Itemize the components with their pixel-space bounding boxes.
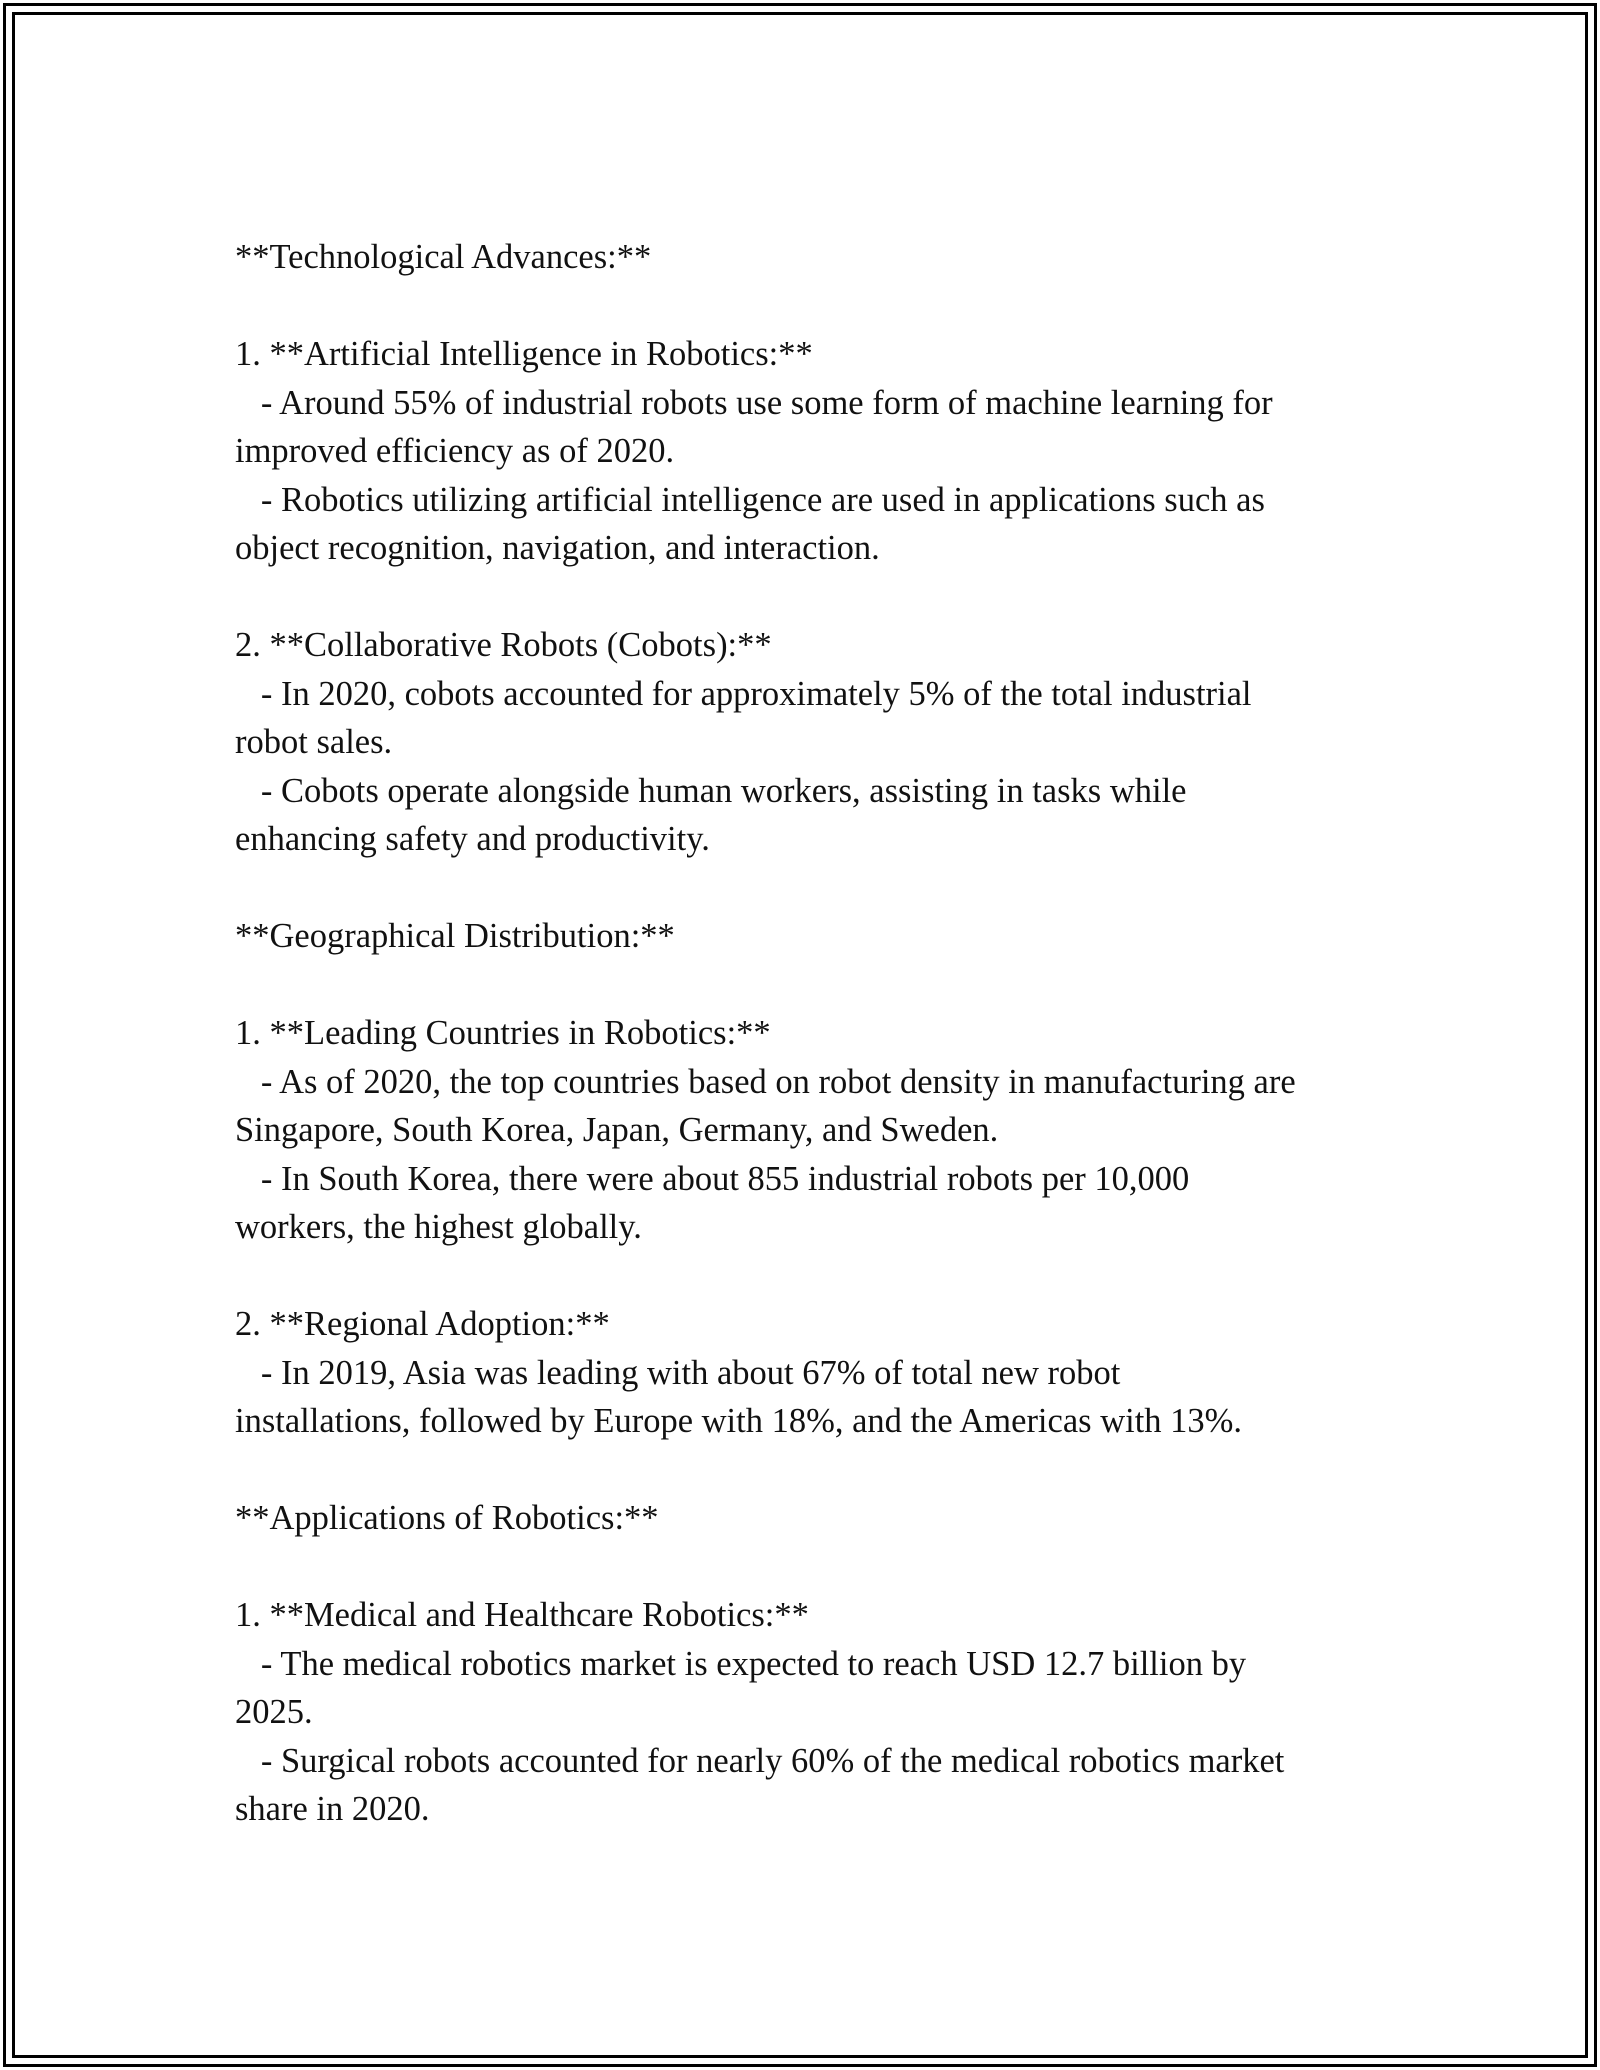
text-line: enhancing safety and productivity. (235, 820, 710, 858)
item-title-regional-adoption: 2. **Regional Adoption:** (235, 1305, 610, 1343)
blank-line (235, 1252, 1415, 1301)
item-title-leading-countries: 1. **Leading Countries in Robotics:** (235, 1014, 771, 1052)
blank-line (235, 573, 1415, 622)
text-line: 2025. (235, 1693, 313, 1731)
section-heading-geographical-distribution: **Geographical Distribution:** (235, 917, 675, 955)
blank-line (235, 1543, 1415, 1592)
blank-line (235, 864, 1415, 913)
text-line: installations, followed by Europe with 18%, and the Americas with 13%. (235, 1402, 1243, 1440)
blank-line (235, 1446, 1415, 1495)
text-line: object recognition, navigation, and interaction. (235, 529, 880, 567)
item-title-cobots: 2. **Collaborative Robots (Cobots):** (235, 626, 772, 664)
text-line: - As of 2020, the top countries based on robot density in manufacturing are (235, 1062, 1296, 1101)
text-line: workers, the highest globally. (235, 1208, 642, 1246)
blank-line (235, 282, 1415, 331)
text-line: - Surgical robots accounted for nearly 60% of the medical robotics market (235, 1741, 1285, 1780)
text-line: - In 2019, Asia was leading with about 67% of total new robot (235, 1353, 1121, 1392)
text-line: - The medical robotics market is expected to reach USD 12.7 billion by (235, 1644, 1247, 1683)
item-title-ai-in-robotics: 1. **Artificial Intelligence in Robotics:** (235, 335, 813, 373)
text-line: Singapore, South Korea, Japan, Germany, and Sweden. (235, 1111, 999, 1149)
blank-line (235, 961, 1415, 1010)
section-heading-applications: **Applications of Robotics:** (235, 1499, 659, 1537)
document-body (235, 233, 1415, 1834)
section-heading-technological-advances: **Technological Advances:** (235, 238, 652, 276)
text-line: improved efficiency as of 2020. (235, 432, 675, 470)
text-line: - Robotics utilizing artificial intelligence are used in applications such as (235, 480, 1265, 519)
text-line: robot sales. (235, 723, 393, 761)
text-line: - In 2020, cobots accounted for approximately 5% of the total industrial (235, 674, 1252, 713)
text-line: - Around 55% of industrial robots use some form of machine learning for (235, 383, 1273, 422)
text-line: - Cobots operate alongside human workers, assisting in tasks while (235, 771, 1187, 810)
text-line: share in 2020. (235, 1790, 430, 1828)
item-title-medical-robotics: 1. **Medical and Healthcare Robotics:** (235, 1596, 809, 1634)
text-line: - In South Korea, there were about 855 industrial robots per 10,000 (235, 1159, 1190, 1198)
